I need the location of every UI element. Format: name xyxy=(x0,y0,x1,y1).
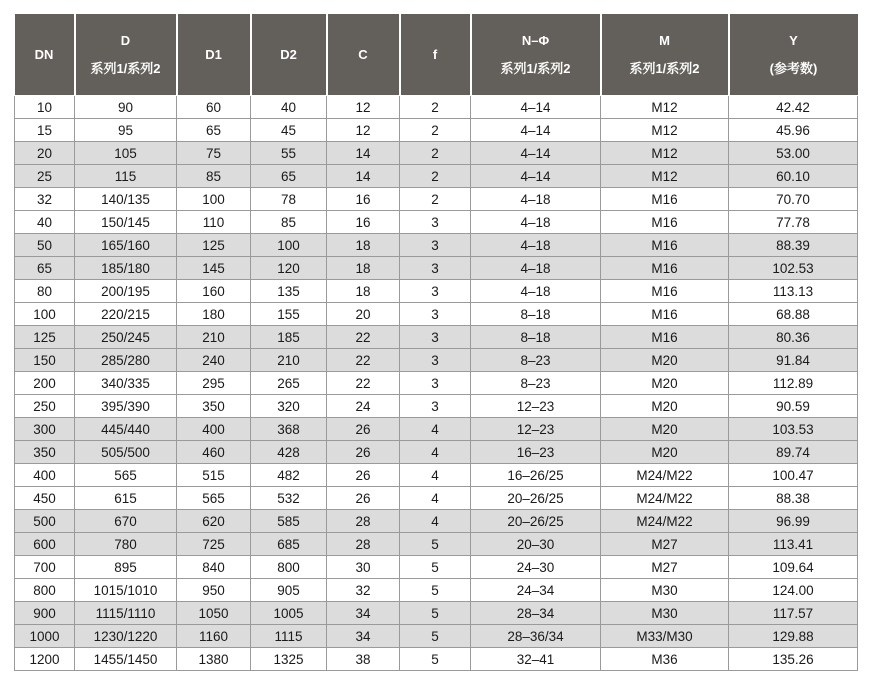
table-cell-f: 3 xyxy=(400,303,471,326)
table-cell-n-phi: 4–18 xyxy=(471,211,601,234)
table-cell-f: 3 xyxy=(400,211,471,234)
table-cell-dn: 600 xyxy=(15,533,75,556)
table-cell-m: M16 xyxy=(601,257,729,280)
table-cell-f: 3 xyxy=(400,349,471,372)
table-cell-d2: 1115 xyxy=(251,625,327,648)
column-header-line1: D2 xyxy=(280,47,297,62)
table-cell-m: M24/M22 xyxy=(601,487,729,510)
table-row xyxy=(15,418,858,441)
table-row xyxy=(15,326,858,349)
table-cell-d1: 1160 xyxy=(177,625,251,648)
table-cell-y: 88.39 xyxy=(729,234,858,257)
table-cell-y: 112.89 xyxy=(729,372,858,395)
table-cell-f: 2 xyxy=(400,188,471,211)
table-cell-d: 105 xyxy=(75,142,177,165)
table-cell-n-phi: 32–41 xyxy=(471,648,601,671)
table-cell-c: 16 xyxy=(327,188,400,211)
table-cell-n-phi: 16–23 xyxy=(471,441,601,464)
table-cell-d: 505/500 xyxy=(75,441,177,464)
table-cell-dn: 900 xyxy=(15,602,75,625)
table-cell-c: 20 xyxy=(327,303,400,326)
table-row xyxy=(15,602,858,625)
table-cell-y: 103.53 xyxy=(729,418,858,441)
table-row xyxy=(15,188,858,211)
table-cell-n-phi: 8–23 xyxy=(471,372,601,395)
table-cell-n-phi: 8–18 xyxy=(471,326,601,349)
table-cell-c: 28 xyxy=(327,533,400,556)
table-cell-d: 445/440 xyxy=(75,418,177,441)
table-cell-f: 4 xyxy=(400,487,471,510)
table-cell-c: 12 xyxy=(327,119,400,142)
table-cell-f: 2 xyxy=(400,165,471,188)
table-cell-dn: 100 xyxy=(15,303,75,326)
table-cell-d1: 400 xyxy=(177,418,251,441)
table-cell-d1: 460 xyxy=(177,441,251,464)
table-cell-m: M27 xyxy=(601,556,729,579)
table-body xyxy=(15,96,858,671)
table-cell-d1: 240 xyxy=(177,349,251,372)
table-cell-y: 60.10 xyxy=(729,165,858,188)
table-cell-n-phi: 4–18 xyxy=(471,234,601,257)
table-cell-m: M16 xyxy=(601,211,729,234)
table-cell-d2: 65 xyxy=(251,165,327,188)
table-cell-m: M12 xyxy=(601,96,729,119)
table-cell-d: 185/180 xyxy=(75,257,177,280)
table-cell-d: 780 xyxy=(75,533,177,556)
table-cell-d2: 55 xyxy=(251,142,327,165)
table-cell-d1: 100 xyxy=(177,188,251,211)
table-cell-d1: 75 xyxy=(177,142,251,165)
table-cell-d: 90 xyxy=(75,96,177,119)
table-cell-dn: 300 xyxy=(15,418,75,441)
table-cell-d2: 428 xyxy=(251,441,327,464)
table-cell-y: 68.88 xyxy=(729,303,858,326)
column-header-line2: 系列1/系列2 xyxy=(629,61,700,76)
table-row xyxy=(15,119,858,142)
table-cell-f: 5 xyxy=(400,579,471,602)
table-cell-c: 22 xyxy=(327,372,400,395)
table-cell-dn: 80 xyxy=(15,280,75,303)
column-header-d xyxy=(75,14,177,96)
table-row xyxy=(15,349,858,372)
table-cell-f: 2 xyxy=(400,142,471,165)
table-row xyxy=(15,441,858,464)
table-cell-dn: 50 xyxy=(15,234,75,257)
column-header-d1 xyxy=(177,14,251,96)
table-row xyxy=(15,579,858,602)
table-cell-n-phi: 12–23 xyxy=(471,395,601,418)
table-cell-y: 113.13 xyxy=(729,280,858,303)
table-cell-d1: 515 xyxy=(177,464,251,487)
table-cell-y: 100.47 xyxy=(729,464,858,487)
table-cell-dn: 800 xyxy=(15,579,75,602)
table-cell-c: 26 xyxy=(327,487,400,510)
table-cell-m: M36 xyxy=(601,648,729,671)
table-cell-m: M20 xyxy=(601,418,729,441)
table-cell-f: 3 xyxy=(400,372,471,395)
table-row xyxy=(15,533,858,556)
table-cell-y: 129.88 xyxy=(729,625,858,648)
table-cell-n-phi: 4–18 xyxy=(471,188,601,211)
table-cell-m: M30 xyxy=(601,602,729,625)
table-cell-d: 565 xyxy=(75,464,177,487)
table-cell-d: 615 xyxy=(75,487,177,510)
table-cell-c: 18 xyxy=(327,257,400,280)
table-row xyxy=(15,395,858,418)
table-cell-d2: 1005 xyxy=(251,602,327,625)
table-cell-y: 70.70 xyxy=(729,188,858,211)
table-cell-dn: 32 xyxy=(15,188,75,211)
table-cell-m: M16 xyxy=(601,303,729,326)
column-header-line1: D xyxy=(120,33,131,48)
column-header-line1: Y xyxy=(789,33,798,48)
column-header-line1: N–Φ xyxy=(521,33,550,48)
table-cell-dn: 250 xyxy=(15,395,75,418)
table-cell-d1: 145 xyxy=(177,257,251,280)
table-cell-f: 4 xyxy=(400,441,471,464)
column-header-y xyxy=(729,14,858,96)
table-cell-d2: 800 xyxy=(251,556,327,579)
table-cell-d: 1230/1220 xyxy=(75,625,177,648)
table-cell-d2: 135 xyxy=(251,280,327,303)
table-cell-d1: 160 xyxy=(177,280,251,303)
table-cell-m: M16 xyxy=(601,280,729,303)
table-cell-c: 12 xyxy=(327,96,400,119)
table-cell-n-phi: 16–26/25 xyxy=(471,464,601,487)
table-header xyxy=(15,14,858,96)
table-cell-d: 140/135 xyxy=(75,188,177,211)
column-header-line1: D1 xyxy=(205,47,222,62)
table-cell-y: 113.41 xyxy=(729,533,858,556)
table-cell-c: 24 xyxy=(327,395,400,418)
table-cell-f: 3 xyxy=(400,326,471,349)
table-cell-y: 80.36 xyxy=(729,326,858,349)
column-header-c xyxy=(327,14,400,96)
table-row xyxy=(15,142,858,165)
table-cell-c: 26 xyxy=(327,464,400,487)
table-cell-m: M12 xyxy=(601,165,729,188)
table-cell-d: 150/145 xyxy=(75,211,177,234)
table-row xyxy=(15,234,858,257)
table-cell-y: 88.38 xyxy=(729,487,858,510)
table-cell-c: 38 xyxy=(327,648,400,671)
table-cell-d1: 295 xyxy=(177,372,251,395)
column-header-line1: f xyxy=(432,47,438,62)
table-cell-y: 45.96 xyxy=(729,119,858,142)
table-cell-d: 95 xyxy=(75,119,177,142)
table-cell-dn: 1000 xyxy=(15,625,75,648)
table-cell-f: 4 xyxy=(400,418,471,441)
table-cell-d1: 1050 xyxy=(177,602,251,625)
table-cell-d2: 585 xyxy=(251,510,327,533)
table-cell-n-phi: 4–14 xyxy=(471,142,601,165)
table-cell-n-phi: 24–30 xyxy=(471,556,601,579)
table-cell-dn: 700 xyxy=(15,556,75,579)
table-cell-dn: 1200 xyxy=(15,648,75,671)
table-row xyxy=(15,648,858,671)
table-cell-d: 250/245 xyxy=(75,326,177,349)
table-cell-d2: 532 xyxy=(251,487,327,510)
table-cell-f: 4 xyxy=(400,510,471,533)
table-cell-m: M24/M22 xyxy=(601,464,729,487)
table-cell-d2: 320 xyxy=(251,395,327,418)
table-cell-d1: 950 xyxy=(177,579,251,602)
table-row xyxy=(15,96,858,119)
table-cell-d2: 100 xyxy=(251,234,327,257)
table-cell-y: 90.59 xyxy=(729,395,858,418)
table-cell-d: 285/280 xyxy=(75,349,177,372)
column-header-d2 xyxy=(251,14,327,96)
table-cell-c: 26 xyxy=(327,418,400,441)
table-row xyxy=(15,487,858,510)
table-cell-c: 14 xyxy=(327,142,400,165)
table-cell-dn: 200 xyxy=(15,372,75,395)
table-cell-f: 3 xyxy=(400,280,471,303)
table-cell-y: 42.42 xyxy=(729,96,858,119)
table-cell-c: 34 xyxy=(327,625,400,648)
column-header-line2: 系列1/系列2 xyxy=(90,61,161,76)
table-cell-d: 165/160 xyxy=(75,234,177,257)
table-cell-d1: 565 xyxy=(177,487,251,510)
table-cell-dn: 450 xyxy=(15,487,75,510)
table-cell-y: 77.78 xyxy=(729,211,858,234)
table-cell-m: M16 xyxy=(601,234,729,257)
table-cell-d: 220/215 xyxy=(75,303,177,326)
table-cell-d1: 110 xyxy=(177,211,251,234)
table-cell-m: M20 xyxy=(601,395,729,418)
table-cell-d: 340/335 xyxy=(75,372,177,395)
table-cell-n-phi: 8–18 xyxy=(471,303,601,326)
table-row xyxy=(15,625,858,648)
table-cell-f: 5 xyxy=(400,625,471,648)
table-cell-d: 1015/1010 xyxy=(75,579,177,602)
table-row xyxy=(15,372,858,395)
table-cell-dn: 15 xyxy=(15,119,75,142)
table-cell-m: M33/M30 xyxy=(601,625,729,648)
table-row xyxy=(15,556,858,579)
table-cell-d2: 45 xyxy=(251,119,327,142)
table-cell-y: 102.53 xyxy=(729,257,858,280)
table-cell-n-phi: 28–34 xyxy=(471,602,601,625)
table-cell-dn: 350 xyxy=(15,441,75,464)
table-cell-d1: 180 xyxy=(177,303,251,326)
table-cell-d1: 1380 xyxy=(177,648,251,671)
column-header-line1: C xyxy=(358,47,368,62)
table-cell-c: 28 xyxy=(327,510,400,533)
table-cell-c: 30 xyxy=(327,556,400,579)
table-cell-m: M12 xyxy=(601,119,729,142)
table-cell-f: 5 xyxy=(400,556,471,579)
flange-dimension-table xyxy=(14,14,858,671)
table-cell-y: 109.64 xyxy=(729,556,858,579)
table-cell-m: M20 xyxy=(601,372,729,395)
table-cell-d2: 120 xyxy=(251,257,327,280)
table-cell-d2: 1325 xyxy=(251,648,327,671)
table-cell-d2: 265 xyxy=(251,372,327,395)
table-cell-m: M12 xyxy=(601,142,729,165)
table-cell-f: 5 xyxy=(400,602,471,625)
table-cell-c: 18 xyxy=(327,280,400,303)
table-cell-f: 5 xyxy=(400,533,471,556)
table-cell-dn: 400 xyxy=(15,464,75,487)
table-cell-n-phi: 4–18 xyxy=(471,280,601,303)
table-cell-m: M24/M22 xyxy=(601,510,729,533)
table-cell-y: 135.26 xyxy=(729,648,858,671)
column-header-m xyxy=(601,14,729,96)
table-cell-m: M20 xyxy=(601,441,729,464)
table-cell-d2: 78 xyxy=(251,188,327,211)
column-header-line2: (参考数) xyxy=(769,61,818,76)
table-row xyxy=(15,510,858,533)
table-cell-c: 22 xyxy=(327,349,400,372)
table-cell-y: 117.57 xyxy=(729,602,858,625)
table-cell-c: 32 xyxy=(327,579,400,602)
table-cell-dn: 40 xyxy=(15,211,75,234)
table-cell-m: M20 xyxy=(601,349,729,372)
table-cell-d: 1455/1450 xyxy=(75,648,177,671)
table-cell-d2: 85 xyxy=(251,211,327,234)
table-cell-d2: 210 xyxy=(251,349,327,372)
table-cell-y: 91.84 xyxy=(729,349,858,372)
table-cell-d2: 155 xyxy=(251,303,327,326)
table-cell-d1: 210 xyxy=(177,326,251,349)
table-cell-f: 2 xyxy=(400,96,471,119)
table-cell-c: 26 xyxy=(327,441,400,464)
table-row xyxy=(15,211,858,234)
table-cell-n-phi: 24–34 xyxy=(471,579,601,602)
table-cell-dn: 150 xyxy=(15,349,75,372)
table-cell-d: 895 xyxy=(75,556,177,579)
table-cell-f: 3 xyxy=(400,257,471,280)
table-cell-y: 124.00 xyxy=(729,579,858,602)
table-cell-f: 3 xyxy=(400,395,471,418)
table-cell-d1: 350 xyxy=(177,395,251,418)
table-cell-d1: 620 xyxy=(177,510,251,533)
table-cell-n-phi: 8–23 xyxy=(471,349,601,372)
table-cell-dn: 25 xyxy=(15,165,75,188)
table-cell-f: 2 xyxy=(400,119,471,142)
table-cell-m: M27 xyxy=(601,533,729,556)
table-cell-y: 96.99 xyxy=(729,510,858,533)
table-cell-d1: 840 xyxy=(177,556,251,579)
table-cell-dn: 65 xyxy=(15,257,75,280)
table-cell-d: 1115/1110 xyxy=(75,602,177,625)
table-cell-dn: 500 xyxy=(15,510,75,533)
table-row xyxy=(15,303,858,326)
table-cell-m: M16 xyxy=(601,326,729,349)
column-header-f xyxy=(400,14,471,96)
table-cell-d2: 482 xyxy=(251,464,327,487)
table-cell-n-phi: 20–30 xyxy=(471,533,601,556)
table-cell-y: 53.00 xyxy=(729,142,858,165)
column-header-n-phi xyxy=(471,14,601,96)
table-cell-m: M16 xyxy=(601,188,729,211)
table-cell-dn: 10 xyxy=(15,96,75,119)
table-cell-dn: 125 xyxy=(15,326,75,349)
table-cell-n-phi: 20–26/25 xyxy=(471,487,601,510)
table-row xyxy=(15,464,858,487)
table-cell-n-phi: 20–26/25 xyxy=(471,510,601,533)
column-header-dn xyxy=(15,14,75,96)
table-cell-c: 34 xyxy=(327,602,400,625)
table-cell-c: 14 xyxy=(327,165,400,188)
table-cell-n-phi: 4–18 xyxy=(471,257,601,280)
table-cell-c: 22 xyxy=(327,326,400,349)
column-header-line1: DN xyxy=(34,47,54,62)
table-cell-d: 115 xyxy=(75,165,177,188)
table-cell-d: 200/195 xyxy=(75,280,177,303)
table-cell-y: 89.74 xyxy=(729,441,858,464)
table-cell-n-phi: 12–23 xyxy=(471,418,601,441)
table-cell-c: 16 xyxy=(327,211,400,234)
table-cell-n-phi: 4–14 xyxy=(471,165,601,188)
table-cell-m: M30 xyxy=(601,579,729,602)
table-cell-d1: 125 xyxy=(177,234,251,257)
table-cell-n-phi: 28–36/34 xyxy=(471,625,601,648)
table-cell-d1: 60 xyxy=(177,96,251,119)
column-header-line1: M xyxy=(659,33,670,48)
table-cell-d1: 725 xyxy=(177,533,251,556)
table-cell-dn: 20 xyxy=(15,142,75,165)
table-cell-n-phi: 4–14 xyxy=(471,119,601,142)
table-row xyxy=(15,257,858,280)
table-cell-d: 670 xyxy=(75,510,177,533)
table-cell-f: 3 xyxy=(400,234,471,257)
table-cell-f: 4 xyxy=(400,464,471,487)
table-cell-d2: 685 xyxy=(251,533,327,556)
table-cell-n-phi: 4–14 xyxy=(471,96,601,119)
table-cell-c: 18 xyxy=(327,234,400,257)
table-cell-d2: 905 xyxy=(251,579,327,602)
table-cell-f: 5 xyxy=(400,648,471,671)
table-cell-d1: 65 xyxy=(177,119,251,142)
table-row xyxy=(15,165,858,188)
column-header-line2: 系列1/系列2 xyxy=(500,61,571,76)
table-cell-d2: 368 xyxy=(251,418,327,441)
table-cell-d: 395/390 xyxy=(75,395,177,418)
table-cell-d2: 185 xyxy=(251,326,327,349)
table-header-row xyxy=(15,14,858,96)
table-row xyxy=(15,280,858,303)
table-cell-d2: 40 xyxy=(251,96,327,119)
table-cell-d1: 85 xyxy=(177,165,251,188)
